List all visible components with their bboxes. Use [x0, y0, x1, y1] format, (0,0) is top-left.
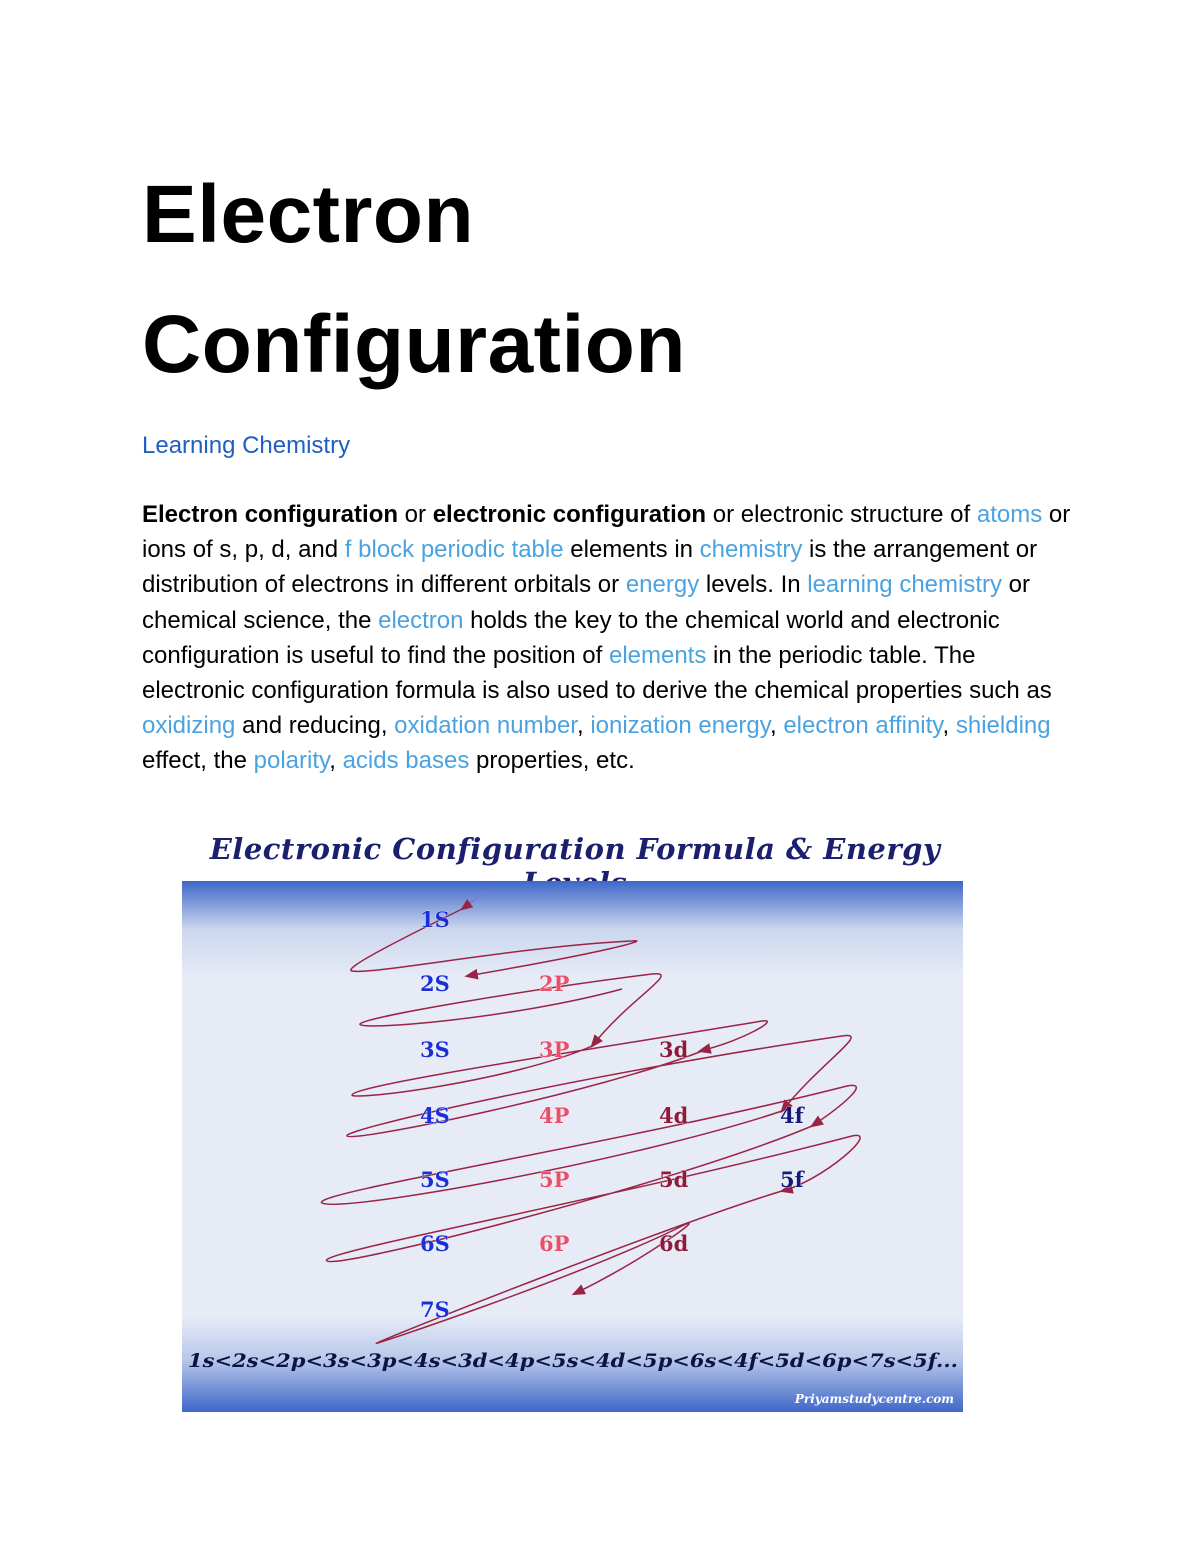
- bold-term: electronic configuration: [432, 501, 707, 528]
- orbital-3s: 3S: [420, 1037, 450, 1062]
- link-elements[interactable]: elements: [608, 641, 707, 669]
- orbital-3p: 3P: [539, 1037, 570, 1062]
- diagram-svg: [182, 881, 963, 1412]
- orbital-4s: 4S: [420, 1103, 450, 1128]
- orbital-2p: 2P: [539, 971, 570, 996]
- figure-title: Electronic Configuration Formula & Energy: [209, 832, 941, 866]
- link-shielding[interactable]: shielding: [955, 712, 1051, 740]
- orbital-5p: 5P: [539, 1167, 570, 1192]
- orbital-6s: 6S: [420, 1231, 450, 1256]
- filling-order-formula: 1s<2s<2p<3s<3p<4s<3d<4p<5s<4d<5p<6s<4f<5d<6p<7s<5f...: [188, 1350, 959, 1372]
- orbital-5d: 5d: [659, 1167, 689, 1192]
- link-learning-chemistry[interactable]: learning chemistry: [807, 571, 1002, 599]
- text: or electronic structure of: [706, 501, 977, 528]
- orbital-3d: 3d: [659, 1037, 689, 1062]
- title-line-2: Configuration: [142, 299, 686, 390]
- orbital-5f: 5f: [780, 1167, 804, 1192]
- link-electron[interactable]: electron: [378, 606, 464, 634]
- text: in the periodic table. The electronic configuration formula is also used to derive the chemical properties such as: [142, 641, 1052, 705]
- text: properties, etc.: [469, 747, 635, 775]
- link-f-block-periodic-table[interactable]: f block periodic table: [344, 536, 564, 564]
- page-title: [142, 150, 686, 410]
- text: effect, the: [142, 747, 254, 775]
- image-credit: Priyamstudycentre.com: [794, 1392, 954, 1406]
- orbital-5s: 5S: [420, 1167, 450, 1192]
- aufbau-diagram: [182, 881, 963, 1412]
- link-acids-bases[interactable]: acids bases: [342, 747, 470, 775]
- link-oxidizing[interactable]: oxidizing: [142, 712, 236, 740]
- link-chemistry[interactable]: chemistry: [699, 536, 803, 564]
- orbital-1s: 1S: [420, 907, 450, 932]
- orbital-4p: 4P: [539, 1103, 570, 1128]
- intro-paragraph: [142, 497, 1082, 779]
- link-atoms[interactable]: atoms: [976, 501, 1043, 528]
- text: elements in: [563, 536, 700, 564]
- text: is the arrangement or distribution of electrons in different orbitals or: [142, 536, 1038, 599]
- text: or: [398, 501, 433, 528]
- link-electron-affinity[interactable]: electron affinity: [783, 712, 943, 740]
- orbital-7s: 7S: [420, 1297, 450, 1322]
- text: and reducing,: [235, 712, 395, 740]
- text: ,: [329, 747, 343, 775]
- link-polarity[interactable]: polarity: [253, 747, 330, 775]
- text: ,: [769, 712, 784, 740]
- subtitle: Learning Chemistry: [142, 432, 351, 459]
- orbital-6d: 6d: [659, 1231, 689, 1256]
- orbital-4d: 4d: [659, 1103, 689, 1128]
- title-line-1: Electron: [142, 169, 475, 260]
- text: holds the key to the chemical world and electronic configuration is useful to find the position of: [142, 606, 1000, 669]
- orbital-2s: 2S: [420, 971, 450, 996]
- text: ,: [576, 712, 591, 740]
- text: or ions of s, p, d, and: [142, 501, 1071, 564]
- bold-term: Electron configuration: [142, 501, 399, 528]
- text: or chemical science, the: [142, 571, 1031, 634]
- link-oxidation-number[interactable]: oxidation number: [394, 712, 577, 740]
- link-ionization-energy[interactable]: ionization energy: [590, 712, 770, 740]
- orbital-4f: 4f: [780, 1103, 804, 1128]
- text: levels. In: [699, 571, 808, 599]
- text: ,: [942, 712, 956, 740]
- orbital-6p: 6P: [539, 1231, 570, 1256]
- link-energy[interactable]: energy: [625, 571, 700, 599]
